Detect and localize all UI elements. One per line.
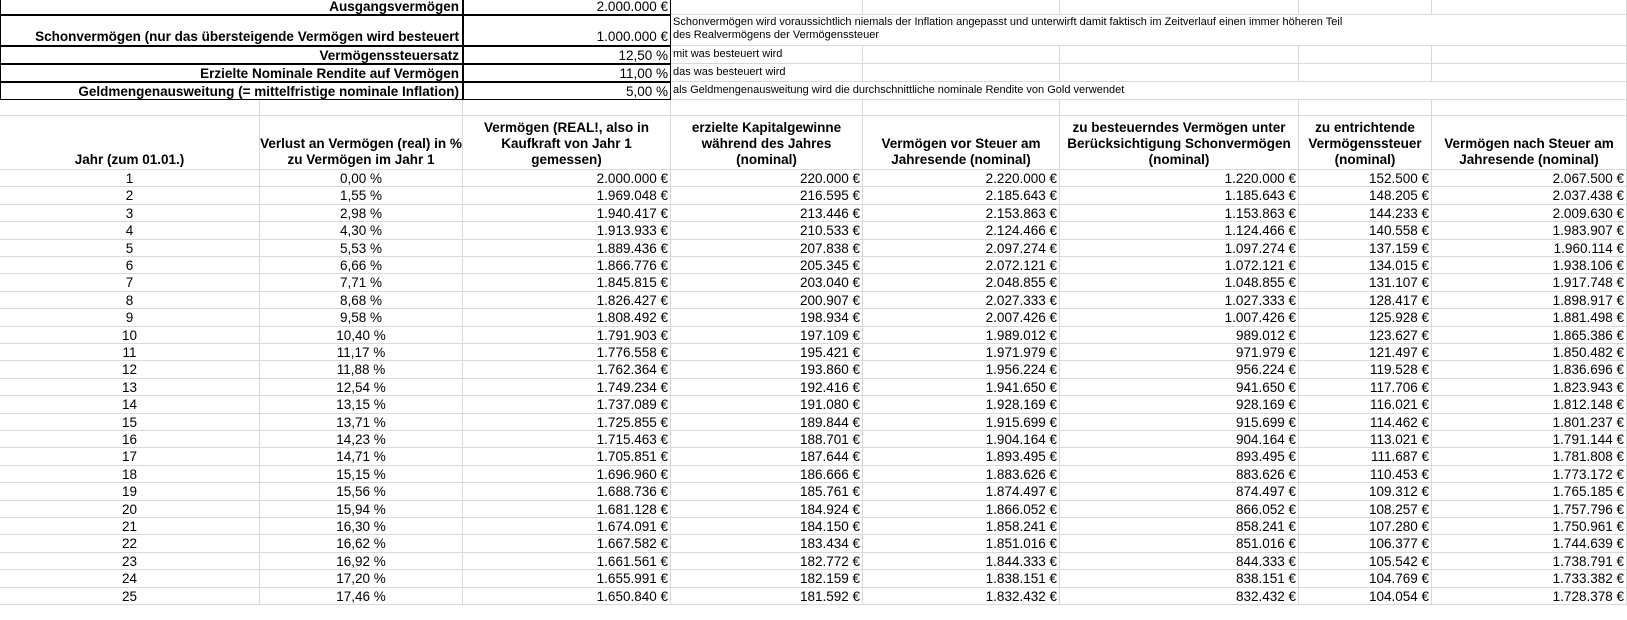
wealth-before-tax-cell[interactable]: 1.874.497 € bbox=[863, 483, 1060, 500]
param-row-return bbox=[0, 64, 1627, 82]
capital-gains-cell[interactable]: 203.040 € bbox=[671, 274, 863, 291]
taxable-wealth-cell[interactable]: 915.699 € bbox=[1060, 414, 1299, 431]
wealth-before-tax-cell[interactable]: 1.832.432 € bbox=[863, 588, 1060, 605]
year-cell[interactable]: 16 bbox=[0, 431, 260, 448]
capital-gains-cell[interactable]: 182.159 € bbox=[671, 570, 863, 587]
wealth-real-cell[interactable]: 1.776.558 € bbox=[463, 344, 671, 361]
loss-real-cell[interactable]: 1,55 % bbox=[260, 187, 463, 204]
start-value[interactable]: 2.000.000 € bbox=[463, 0, 671, 15]
empty-cell[interactable] bbox=[1060, 100, 1299, 116]
loss-real-cell[interactable]: 10,40 % bbox=[260, 327, 463, 344]
empty-cell[interactable] bbox=[1432, 100, 1627, 116]
table-row bbox=[0, 187, 1627, 204]
year-cell[interactable]: 10 bbox=[0, 327, 260, 344]
year-cell[interactable]: 5 bbox=[0, 240, 260, 257]
year-cell[interactable]: 7 bbox=[0, 274, 260, 291]
wealth-tax-cell[interactable]: 125.928 € bbox=[1299, 309, 1432, 326]
exempt-note-cell[interactable] bbox=[671, 15, 1432, 46]
start-label[interactable]: Ausgangsvermögen bbox=[0, 0, 463, 15]
wealth-before-tax-cell[interactable]: 2.153.863 € bbox=[863, 205, 1060, 222]
taxable-wealth-cell[interactable]: 941.650 € bbox=[1060, 379, 1299, 396]
return-note[interactable]: das was besteuert wird bbox=[671, 64, 863, 82]
table-row bbox=[0, 361, 1627, 378]
wealth-after-tax-cell[interactable]: 1.791.144 € bbox=[1432, 431, 1627, 448]
param-row-start bbox=[0, 0, 1627, 15]
year-cell[interactable]: 3 bbox=[0, 205, 260, 222]
wealth-before-tax-cell[interactable]: 1.893.495 € bbox=[863, 448, 1060, 465]
exempt-note-line-1: Schonvermögen wird voraussichtlich niemals der Inflation angepasst und unterwirft damit faktisch im Zeitverlauf einen immer höheren Teil bbox=[673, 16, 1343, 28]
empty-cell[interactable] bbox=[1432, 15, 1627, 46]
wealth-after-tax-cell[interactable]: 1.765.185 € bbox=[1432, 483, 1627, 500]
wealth-tax-cell[interactable]: 152.500 € bbox=[1299, 170, 1432, 187]
taxable-wealth-cell[interactable]: 928.169 € bbox=[1060, 396, 1299, 413]
wealth-after-tax-cell[interactable]: 1.728.378 € bbox=[1432, 588, 1627, 605]
wealth-after-tax-cell[interactable]: 2.009.630 € bbox=[1432, 205, 1627, 222]
capital-gains-cell[interactable]: 182.772 € bbox=[671, 553, 863, 570]
capital-gains-cell[interactable]: 213.446 € bbox=[671, 205, 863, 222]
inflation-value[interactable]: 5,00 % bbox=[463, 82, 671, 100]
year-cell[interactable]: 21 bbox=[0, 518, 260, 535]
wealth-after-tax-cell[interactable]: 2.067.500 € bbox=[1432, 170, 1627, 187]
wealth-real-cell[interactable]: 1.866.776 € bbox=[463, 257, 671, 274]
wealth-tax-cell[interactable]: 113.021 € bbox=[1299, 431, 1432, 448]
wealth-tax-cell[interactable]: 106.377 € bbox=[1299, 535, 1432, 552]
loss-real-cell[interactable]: 15,56 % bbox=[260, 483, 463, 500]
table-row bbox=[0, 170, 1627, 187]
wealth-after-tax-cell[interactable]: 1.801.237 € bbox=[1432, 414, 1627, 431]
wealth-real-cell[interactable]: 1.667.582 € bbox=[463, 535, 671, 552]
table-row bbox=[0, 344, 1627, 361]
wealth-real-cell[interactable]: 1.674.091 € bbox=[463, 518, 671, 535]
empty-cell[interactable] bbox=[1432, 0, 1627, 15]
taxable-wealth-cell[interactable]: 874.497 € bbox=[1060, 483, 1299, 500]
wealth-after-tax-cell[interactable]: 1.750.961 € bbox=[1432, 518, 1627, 535]
taxable-wealth-cell[interactable]: 1.072.121 € bbox=[1060, 257, 1299, 274]
year-cell[interactable]: 20 bbox=[0, 501, 260, 518]
exempt-label[interactable]: Schonvermögen (nur das übersteigende Vermögen wird besteuert bbox=[0, 15, 463, 46]
exempt-note-line-2: des Realvermögens der Vermögenssteuer bbox=[673, 29, 880, 41]
year-cell[interactable]: 9 bbox=[0, 309, 260, 326]
wealth-tax-cell[interactable]: 123.627 € bbox=[1299, 327, 1432, 344]
capital-gains-cell[interactable]: 185.761 € bbox=[671, 483, 863, 500]
wealth-tax-cell[interactable]: 104.769 € bbox=[1299, 570, 1432, 587]
taxable-wealth-cell[interactable]: 832.432 € bbox=[1060, 588, 1299, 605]
capital-gains-cell[interactable]: 193.860 € bbox=[671, 361, 863, 378]
wealth-after-tax-cell[interactable]: 1.898.917 € bbox=[1432, 292, 1627, 309]
wealth-before-tax-cell[interactable]: 1.851.016 € bbox=[863, 535, 1060, 552]
header-wealth-tax[interactable]: zu entrichtende Vermögenssteuer (nominal) bbox=[1299, 116, 1432, 170]
wealth-tax-cell[interactable]: 107.280 € bbox=[1299, 518, 1432, 535]
wealth-real-cell[interactable]: 1.940.417 € bbox=[463, 205, 671, 222]
empty-cell[interactable] bbox=[1060, 46, 1299, 64]
inflation-label[interactable]: Geldmengenausweitung (= mittelfristige nominale Inflation) bbox=[0, 82, 463, 100]
wealth-after-tax-cell[interactable]: 1.744.639 € bbox=[1432, 535, 1627, 552]
taxable-wealth-cell[interactable]: 1.027.333 € bbox=[1060, 292, 1299, 309]
wealth-after-tax-cell[interactable]: 1.938.106 € bbox=[1432, 257, 1627, 274]
wealth-tax-cell[interactable]: 121.497 € bbox=[1299, 344, 1432, 361]
taxable-wealth-cell[interactable]: 1.185.643 € bbox=[1060, 187, 1299, 204]
table-row bbox=[0, 274, 1627, 291]
header-taxable-wealth[interactable]: zu besteuerndes Vermögen unter Berücksichtigung Schonvermögen (nominal) bbox=[1060, 116, 1299, 170]
param-row-taxrate bbox=[0, 46, 1627, 64]
wealth-before-tax-cell[interactable]: 1.858.241 € bbox=[863, 518, 1060, 535]
empty-cell[interactable] bbox=[1299, 0, 1432, 15]
wealth-after-tax-cell[interactable]: 1.773.172 € bbox=[1432, 466, 1627, 483]
wealth-before-tax-cell[interactable]: 1.941.650 € bbox=[863, 379, 1060, 396]
wealth-tax-cell[interactable]: 105.542 € bbox=[1299, 553, 1432, 570]
return-value[interactable]: 11,00 % bbox=[463, 64, 671, 82]
taxable-wealth-cell[interactable]: 989.012 € bbox=[1060, 327, 1299, 344]
wealth-tax-cell[interactable]: 110.453 € bbox=[1299, 466, 1432, 483]
wealth-tax-cell[interactable]: 148.205 € bbox=[1299, 187, 1432, 204]
wealth-real-cell[interactable]: 1.725.855 € bbox=[463, 414, 671, 431]
param-row-inflation bbox=[0, 82, 1627, 100]
loss-real-cell[interactable]: 13,15 % bbox=[260, 396, 463, 413]
wealth-after-tax-cell[interactable]: 1.960.114 € bbox=[1432, 240, 1627, 257]
year-cell[interactable]: 14 bbox=[0, 396, 260, 413]
table-row bbox=[0, 535, 1627, 552]
capital-gains-cell[interactable]: 181.592 € bbox=[671, 588, 863, 605]
table-row bbox=[0, 222, 1627, 239]
capital-gains-cell[interactable]: 184.924 € bbox=[671, 501, 863, 518]
wealth-real-cell[interactable]: 1.681.128 € bbox=[463, 501, 671, 518]
taxable-wealth-cell[interactable]: 883.626 € bbox=[1060, 466, 1299, 483]
table-row bbox=[0, 309, 1627, 326]
capital-gains-cell[interactable]: 183.434 € bbox=[671, 535, 863, 552]
wealth-tax-cell[interactable]: 131.107 € bbox=[1299, 274, 1432, 291]
taxable-wealth-cell[interactable]: 838.151 € bbox=[1060, 570, 1299, 587]
table-row bbox=[0, 553, 1627, 570]
loss-real-cell[interactable]: 5,53 % bbox=[260, 240, 463, 257]
wealth-real-cell[interactable]: 1.762.364 € bbox=[463, 361, 671, 378]
year-cell[interactable]: 23 bbox=[0, 553, 260, 570]
wealth-real-cell[interactable]: 1.791.903 € bbox=[463, 327, 671, 344]
empty-cell[interactable] bbox=[463, 100, 671, 116]
wealth-before-tax-cell[interactable]: 1.989.012 € bbox=[863, 327, 1060, 344]
header-year[interactable]: Jahr (zum 01.01.) bbox=[0, 116, 260, 170]
capital-gains-cell[interactable]: 210.533 € bbox=[671, 222, 863, 239]
header-wealth-after-tax[interactable]: Vermögen nach Steuer am Jahresende (nominal) bbox=[1432, 116, 1627, 170]
loss-real-cell[interactable]: 17,46 % bbox=[260, 588, 463, 605]
wealth-tax-cell[interactable]: 144.233 € bbox=[1299, 205, 1432, 222]
capital-gains-cell[interactable]: 200.907 € bbox=[671, 292, 863, 309]
taxable-wealth-cell[interactable]: 851.016 € bbox=[1060, 535, 1299, 552]
wealth-real-cell[interactable]: 1.889.436 € bbox=[463, 240, 671, 257]
taxable-wealth-cell[interactable]: 866.052 € bbox=[1060, 501, 1299, 518]
header-capital-gains[interactable]: erzielte Kapitalgewinne während des Jahres (nominal) bbox=[671, 116, 863, 170]
wealth-before-tax-cell[interactable]: 1.838.151 € bbox=[863, 570, 1060, 587]
wealth-before-tax-cell[interactable]: 2.124.466 € bbox=[863, 222, 1060, 239]
wealth-real-cell[interactable]: 1.845.815 € bbox=[463, 274, 671, 291]
wealth-after-tax-cell[interactable]: 1.850.482 € bbox=[1432, 344, 1627, 361]
wealth-after-tax-cell[interactable]: 1.823.943 € bbox=[1432, 379, 1627, 396]
wealth-tax-cell[interactable]: 108.257 € bbox=[1299, 501, 1432, 518]
empty-cell[interactable] bbox=[863, 0, 1060, 15]
table-row bbox=[0, 327, 1627, 344]
empty-cell[interactable] bbox=[671, 100, 863, 116]
wealth-after-tax-cell[interactable]: 1.757.796 € bbox=[1432, 501, 1627, 518]
loss-real-cell[interactable]: 6,66 % bbox=[260, 257, 463, 274]
loss-real-cell[interactable]: 0,00 % bbox=[260, 170, 463, 187]
wealth-tax-cell[interactable]: 119.528 € bbox=[1299, 361, 1432, 378]
year-cell[interactable]: 6 bbox=[0, 257, 260, 274]
empty-cell[interactable] bbox=[1299, 100, 1432, 116]
empty-cell[interactable] bbox=[863, 46, 1060, 64]
wealth-before-tax-cell[interactable]: 1.956.224 € bbox=[863, 361, 1060, 378]
wealth-before-tax-cell[interactable]: 1.883.626 € bbox=[863, 466, 1060, 483]
loss-real-cell[interactable]: 8,68 % bbox=[260, 292, 463, 309]
year-cell[interactable]: 13 bbox=[0, 379, 260, 396]
year-cell[interactable]: 17 bbox=[0, 448, 260, 465]
wealth-before-tax-cell[interactable]: 1.866.052 € bbox=[863, 501, 1060, 518]
wealth-tax-cell[interactable]: 140.558 € bbox=[1299, 222, 1432, 239]
taxrate-note[interactable]: mit was besteuert wird bbox=[671, 46, 863, 64]
capital-gains-cell[interactable]: 207.838 € bbox=[671, 240, 863, 257]
empty-row bbox=[0, 100, 1627, 116]
table-row bbox=[0, 570, 1627, 587]
wealth-before-tax-cell[interactable]: 2.007.426 € bbox=[863, 309, 1060, 326]
taxable-wealth-cell[interactable]: 904.164 € bbox=[1060, 431, 1299, 448]
table-row bbox=[0, 483, 1627, 500]
loss-real-cell[interactable]: 17,20 % bbox=[260, 570, 463, 587]
wealth-real-cell[interactable]: 1.650.840 € bbox=[463, 588, 671, 605]
wealth-after-tax-cell[interactable]: 1.983.907 € bbox=[1432, 222, 1627, 239]
wealth-after-tax-cell[interactable]: 1.917.748 € bbox=[1432, 274, 1627, 291]
taxable-wealth-cell[interactable]: 1.048.855 € bbox=[1060, 274, 1299, 291]
wealth-tax-cell[interactable]: 116.021 € bbox=[1299, 396, 1432, 413]
header-wealth-real[interactable]: Vermögen (REAL!, also in Kaufkraft von Jahr 1 gemessen) bbox=[463, 116, 671, 170]
year-cell[interactable]: 18 bbox=[0, 466, 260, 483]
capital-gains-cell[interactable]: 197.109 € bbox=[671, 327, 863, 344]
inflation-note[interactable]: als Geldmengenausweitung wird die durchschnittliche nominale Rendite von Gold verwendet bbox=[671, 82, 1432, 100]
loss-real-cell[interactable]: 15,15 % bbox=[260, 466, 463, 483]
taxable-wealth-cell[interactable]: 1.097.274 € bbox=[1060, 240, 1299, 257]
capital-gains-cell[interactable]: 191.080 € bbox=[671, 396, 863, 413]
table-row bbox=[0, 240, 1627, 257]
table-row bbox=[0, 466, 1627, 483]
taxable-wealth-cell[interactable]: 1.124.466 € bbox=[1060, 222, 1299, 239]
wealth-after-tax-cell[interactable]: 1.738.791 € bbox=[1432, 553, 1627, 570]
table-row bbox=[0, 205, 1627, 222]
table-row bbox=[0, 431, 1627, 448]
year-cell[interactable]: 25 bbox=[0, 588, 260, 605]
wealth-real-cell[interactable]: 2.000.000 € bbox=[463, 170, 671, 187]
empty-cell[interactable] bbox=[1432, 46, 1627, 64]
loss-real-cell[interactable]: 2,98 % bbox=[260, 205, 463, 222]
capital-gains-cell[interactable]: 198.934 € bbox=[671, 309, 863, 326]
empty-cell[interactable] bbox=[1432, 82, 1627, 100]
empty-cell[interactable] bbox=[671, 0, 863, 15]
wealth-after-tax-cell[interactable]: 1.733.382 € bbox=[1432, 570, 1627, 587]
empty-cell[interactable] bbox=[1060, 64, 1299, 82]
table-header-row bbox=[0, 116, 1627, 170]
wealth-after-tax-cell[interactable]: 1.781.808 € bbox=[1432, 448, 1627, 465]
wealth-real-cell[interactable]: 1.655.991 € bbox=[463, 570, 671, 587]
wealth-after-tax-cell[interactable]: 1.881.498 € bbox=[1432, 309, 1627, 326]
loss-real-cell[interactable]: 14,23 % bbox=[260, 431, 463, 448]
taxable-wealth-cell[interactable]: 971.979 € bbox=[1060, 344, 1299, 361]
empty-cell[interactable] bbox=[260, 100, 463, 116]
table-row bbox=[0, 292, 1627, 309]
return-label[interactable]: Erzielte Nominale Rendite auf Vermögen bbox=[0, 64, 463, 82]
empty-cell[interactable] bbox=[1060, 0, 1299, 15]
wealth-before-tax-cell[interactable]: 1.915.699 € bbox=[863, 414, 1060, 431]
wealth-after-tax-cell[interactable]: 1.836.696 € bbox=[1432, 361, 1627, 378]
wealth-before-tax-cell[interactable]: 2.220.000 € bbox=[863, 170, 1060, 187]
loss-real-cell[interactable]: 4,30 % bbox=[260, 222, 463, 239]
loss-real-cell[interactable]: 16,30 % bbox=[260, 518, 463, 535]
loss-real-cell[interactable]: 7,71 % bbox=[260, 274, 463, 291]
wealth-before-tax-cell[interactable]: 1.971.979 € bbox=[863, 344, 1060, 361]
empty-cell[interactable] bbox=[1432, 64, 1627, 82]
taxable-wealth-cell[interactable]: 956.224 € bbox=[1060, 361, 1299, 378]
year-cell[interactable]: 2 bbox=[0, 187, 260, 204]
taxable-wealth-cell[interactable]: 1.220.000 € bbox=[1060, 170, 1299, 187]
capital-gains-cell[interactable]: 205.345 € bbox=[671, 257, 863, 274]
capital-gains-cell[interactable]: 189.844 € bbox=[671, 414, 863, 431]
loss-real-cell[interactable]: 12,54 % bbox=[260, 379, 463, 396]
wealth-real-cell[interactable]: 1.737.089 € bbox=[463, 396, 671, 413]
year-cell[interactable]: 24 bbox=[0, 570, 260, 587]
loss-real-cell[interactable]: 14,71 % bbox=[260, 448, 463, 465]
wealth-tax-cell[interactable]: 104.054 € bbox=[1299, 588, 1432, 605]
wealth-real-cell[interactable]: 1.688.736 € bbox=[463, 483, 671, 500]
wealth-before-tax-cell[interactable]: 1.904.164 € bbox=[863, 431, 1060, 448]
loss-real-cell[interactable]: 16,62 % bbox=[260, 535, 463, 552]
loss-real-cell[interactable]: 15,94 % bbox=[260, 501, 463, 518]
capital-gains-cell[interactable]: 187.644 € bbox=[671, 448, 863, 465]
empty-cell[interactable] bbox=[863, 64, 1060, 82]
year-cell[interactable]: 19 bbox=[0, 483, 260, 500]
taxable-wealth-cell[interactable]: 1.007.426 € bbox=[1060, 309, 1299, 326]
empty-cell[interactable] bbox=[0, 100, 260, 116]
year-cell[interactable]: 15 bbox=[0, 414, 260, 431]
loss-real-cell[interactable]: 9,58 % bbox=[260, 309, 463, 326]
wealth-real-cell[interactable]: 1.913.933 € bbox=[463, 222, 671, 239]
wealth-before-tax-cell[interactable]: 1.844.333 € bbox=[863, 553, 1060, 570]
wealth-real-cell[interactable]: 1.661.561 € bbox=[463, 553, 671, 570]
wealth-before-tax-cell[interactable]: 2.097.274 € bbox=[863, 240, 1060, 257]
taxrate-label[interactable]: Vermögenssteuersatz bbox=[0, 46, 463, 64]
taxable-wealth-cell[interactable]: 844.333 € bbox=[1060, 553, 1299, 570]
wealth-before-tax-cell[interactable]: 2.027.333 € bbox=[863, 292, 1060, 309]
wealth-before-tax-cell[interactable]: 2.048.855 € bbox=[863, 274, 1060, 291]
wealth-real-cell[interactable]: 1.696.960 € bbox=[463, 466, 671, 483]
year-cell[interactable]: 12 bbox=[0, 361, 260, 378]
year-cell[interactable]: 8 bbox=[0, 292, 260, 309]
wealth-before-tax-cell[interactable]: 2.072.121 € bbox=[863, 257, 1060, 274]
table-row bbox=[0, 588, 1627, 605]
loss-real-cell[interactable]: 13,71 % bbox=[260, 414, 463, 431]
wealth-real-cell[interactable]: 1.826.427 € bbox=[463, 292, 671, 309]
taxable-wealth-cell[interactable]: 858.241 € bbox=[1060, 518, 1299, 535]
wealth-tax-cell[interactable]: 111.687 € bbox=[1299, 448, 1432, 465]
loss-real-cell[interactable]: 16,92 % bbox=[260, 553, 463, 570]
exempt-value[interactable]: 1.000.000 € bbox=[463, 15, 671, 46]
wealth-before-tax-cell[interactable]: 2.185.643 € bbox=[863, 187, 1060, 204]
taxrate-value[interactable]: 12,50 % bbox=[463, 46, 671, 64]
year-cell[interactable]: 11 bbox=[0, 344, 260, 361]
wealth-after-tax-cell[interactable]: 1.865.386 € bbox=[1432, 327, 1627, 344]
capital-gains-cell[interactable]: 188.701 € bbox=[671, 431, 863, 448]
year-cell[interactable]: 22 bbox=[0, 535, 260, 552]
capital-gains-cell[interactable]: 220.000 € bbox=[671, 170, 863, 187]
capital-gains-cell[interactable]: 195.421 € bbox=[671, 344, 863, 361]
table-row bbox=[0, 414, 1627, 431]
wealth-real-cell[interactable]: 1.715.463 € bbox=[463, 431, 671, 448]
taxable-wealth-cell[interactable]: 1.153.863 € bbox=[1060, 205, 1299, 222]
table-row bbox=[0, 257, 1627, 274]
wealth-tax-cell[interactable]: 137.159 € bbox=[1299, 240, 1432, 257]
year-cell[interactable]: 1 bbox=[0, 170, 260, 187]
wealth-tax-cell[interactable]: 128.417 € bbox=[1299, 292, 1432, 309]
capital-gains-cell[interactable]: 192.416 € bbox=[671, 379, 863, 396]
table-row bbox=[0, 396, 1627, 413]
header-loss-real[interactable]: Verlust an Vermögen (real) in % zu Vermögen im Jahr 1 bbox=[260, 116, 463, 170]
wealth-tax-cell[interactable]: 109.312 € bbox=[1299, 483, 1432, 500]
wealth-real-cell[interactable]: 1.705.851 € bbox=[463, 448, 671, 465]
table-row bbox=[0, 379, 1627, 396]
table-row bbox=[0, 501, 1627, 518]
capital-gains-cell[interactable]: 186.666 € bbox=[671, 466, 863, 483]
wealth-tax-cell[interactable]: 117.706 € bbox=[1299, 379, 1432, 396]
wealth-tax-cell[interactable]: 134.015 € bbox=[1299, 257, 1432, 274]
capital-gains-cell[interactable]: 184.150 € bbox=[671, 518, 863, 535]
year-cell[interactable]: 4 bbox=[0, 222, 260, 239]
param-row-exempt bbox=[0, 15, 1627, 46]
wealth-before-tax-cell[interactable]: 1.928.169 € bbox=[863, 396, 1060, 413]
table-row bbox=[0, 518, 1627, 535]
loss-real-cell[interactable]: 11,88 % bbox=[260, 361, 463, 378]
wealth-real-cell[interactable]: 1.749.234 € bbox=[463, 379, 671, 396]
header-wealth-before-tax[interactable]: Vermögen vor Steuer am Jahresende (nominal) bbox=[863, 116, 1060, 170]
empty-cell[interactable] bbox=[863, 100, 1060, 116]
wealth-tax-cell[interactable]: 114.462 € bbox=[1299, 414, 1432, 431]
taxable-wealth-cell[interactable]: 893.495 € bbox=[1060, 448, 1299, 465]
capital-gains-cell[interactable]: 216.595 € bbox=[671, 187, 863, 204]
table-row bbox=[0, 448, 1627, 465]
empty-cell[interactable] bbox=[1299, 46, 1432, 64]
wealth-real-cell[interactable]: 1.969.048 € bbox=[463, 187, 671, 204]
wealth-after-tax-cell[interactable]: 1.812.148 € bbox=[1432, 396, 1627, 413]
wealth-after-tax-cell[interactable]: 2.037.438 € bbox=[1432, 187, 1627, 204]
wealth-real-cell[interactable]: 1.808.492 € bbox=[463, 309, 671, 326]
empty-cell[interactable] bbox=[1299, 64, 1432, 82]
loss-real-cell[interactable]: 11,17 % bbox=[260, 344, 463, 361]
